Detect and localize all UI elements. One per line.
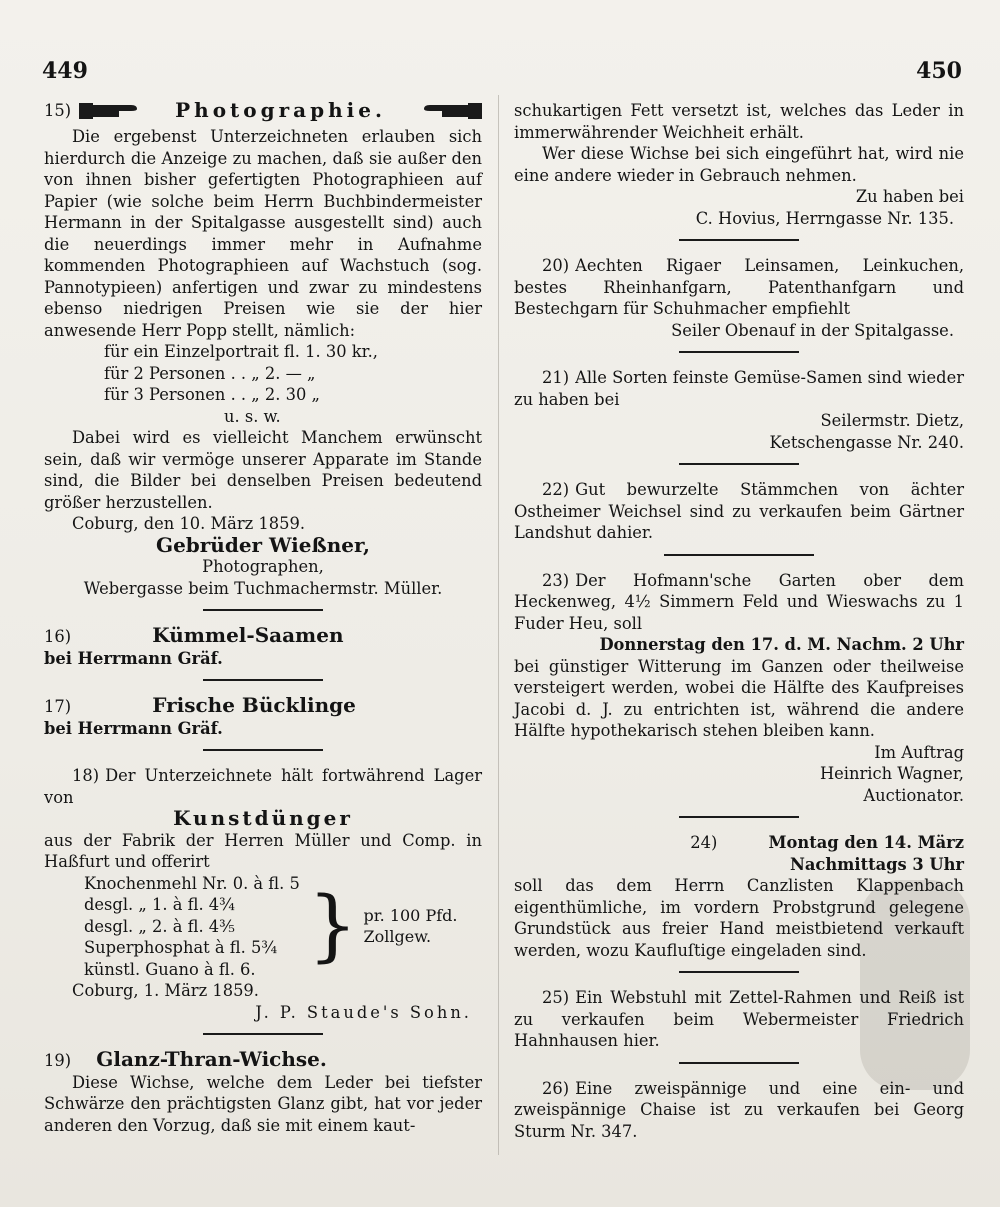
ad-number: 23) bbox=[542, 570, 570, 590]
ad-15-header bbox=[44, 100, 482, 122]
section-rule bbox=[679, 1062, 799, 1064]
ad-where: Zu haben bei bbox=[855, 187, 964, 206]
price-item: für ein Einzelportrait fl. 1. 30 kr., bbox=[104, 342, 378, 361]
ad-body: aus der Fabrik der Herren Müller und Comp. in Haßfurt und offerirt bbox=[44, 830, 482, 871]
ad-19-wichse bbox=[44, 1049, 482, 1136]
ad-number: 18) bbox=[72, 766, 100, 785]
ad-signature: Seilermstr. Dietz, bbox=[820, 411, 964, 430]
price-item: für 3 Personen . . „ 2. 30 „ bbox=[104, 385, 320, 404]
section-rule bbox=[664, 554, 814, 556]
firm-profession: Photographen, bbox=[202, 557, 324, 576]
ad-22 bbox=[514, 479, 964, 556]
section-rule bbox=[203, 609, 323, 611]
ad-24 bbox=[514, 832, 964, 973]
fertilizer-item: Superphosphat à fl. 5¾ bbox=[84, 938, 278, 957]
sale-time: Nachmittags 3 Uhr bbox=[789, 854, 964, 874]
ad-body: Der Hofmann'sche Garten ober dem Heckenweg, 4½ Simmern Feld und Wieswachs zu 1 Fuder Heu, soll bbox=[514, 570, 964, 633]
ad-body: Wer diese Wichse bei sich eingeführt hat, wird nie eine andere wieder in Gebrauch nehmen. bbox=[514, 144, 964, 185]
section-rule bbox=[203, 749, 323, 751]
ad-15-photographie bbox=[44, 100, 482, 611]
section-rule bbox=[203, 679, 323, 681]
fertilizer-item: desgl. „ 2. à fl. 4⅗ bbox=[84, 916, 235, 936]
ad-signature-name: Heinrich Wagner, bbox=[819, 764, 964, 783]
left-column bbox=[44, 100, 482, 1150]
ad-number: 16) bbox=[44, 627, 72, 646]
ad-date: Coburg, 1. März 1859. bbox=[72, 981, 259, 1000]
price-item: für 2 Personen . . „ 2. — „ bbox=[104, 363, 316, 383]
section-rule bbox=[203, 1033, 323, 1035]
ad-number: 20) bbox=[542, 256, 570, 275]
ad-number: 21) bbox=[542, 368, 570, 387]
ad-body: Dabei wird es vielleicht Manchem erwünscht sein, daß wir vermöge unserer Apparate im Stande sind, die Bilder bei denselben Preisen bedeutend größer herzustellen. bbox=[44, 428, 482, 512]
page-number-right: 450 bbox=[916, 58, 962, 84]
ad-number: 19) bbox=[44, 1051, 72, 1070]
ad-body: Alle Sorten feinste Gemüse-Samen sind wieder zu haben bei bbox=[514, 368, 964, 409]
unit-note: pr. 100 Pfd. Zollgew. bbox=[363, 906, 458, 947]
ad-signature: Im Auftrag bbox=[874, 742, 964, 762]
ad-body: Eine zweispännige und eine ein- und zweispännige Chaise ist zu verkaufen bei Georg Sturm Nr. 347. bbox=[514, 1078, 964, 1141]
ad-title: Kümmel-Saamen bbox=[152, 623, 344, 647]
ad-21 bbox=[514, 367, 964, 465]
ad-19-continued bbox=[514, 100, 964, 241]
ad-23 bbox=[514, 570, 964, 819]
price-list bbox=[104, 341, 482, 427]
ad-product: Kunstdünger bbox=[173, 806, 353, 830]
ad-date: Coburg, den 10. März 1859. bbox=[72, 514, 306, 533]
ad-20 bbox=[514, 255, 964, 353]
firm-address: Webergasse beim Tuchmachermstr. Müller. bbox=[83, 578, 443, 598]
fertilizer-item: desgl. „ 1. à fl. 4¾ bbox=[84, 895, 235, 914]
sale-date: Montag den 14. März bbox=[768, 833, 964, 852]
ad-body: soll das dem Herrn Canzlisten Klappenbach eigenthümliche, im vordern Probstgrund gelegene Grundstück aus freier Hand meistbietend verkauft werden, wozu Kaufluſtige eingeladen sind. bbox=[514, 876, 964, 960]
ad-body: Diese Wichse, welche dem Leder bei tiefster Schwärze den prächtigsten Glanz gibt, hat vor jeder anderen den Vorzug, daß sie mit einem kaut- bbox=[44, 1072, 482, 1135]
section-rule bbox=[679, 816, 799, 818]
price-item: u. s. w. bbox=[224, 406, 281, 426]
section-rule bbox=[679, 463, 799, 465]
ad-number: 15) bbox=[44, 101, 72, 121]
ad-16 bbox=[44, 625, 482, 681]
ad-title: Frische Bücklinge bbox=[152, 693, 356, 717]
ad-body: bei günstiger Witterung im Ganzen oder theilweise versteigert werden, wobei die Hälfte des Kaufpreises Jacobi d. J. zu entrichten ist, während die andere Hälfte hypothekarisch stehen bleiben kann. bbox=[514, 656, 964, 740]
ad-25 bbox=[514, 987, 964, 1064]
ad-body: Ein Webstuhl mit Zettel-Rahmen und Reiß ist zu verkaufen beim Webermeister Friedrich Hahnhausen hier. bbox=[514, 988, 964, 1050]
ad-body: Die ergebenst Unterzeichneten erlauben sich hierdurch die Anzeige zu machen, daß sie außer den von ihnen bisher gefertigten Photographieen auf Papier (wie solche beim Herrn Buchbindermeister Hermann in der Spitalgasse ausgestellt sind) auch die neuerdings immer mehr in Aufnahme kommenden Photographieen auf Wachstuch (sog. Pannotypieen) anfertigen und zwar zu mindestens ebenso niedrigen Preisen wie sie der hier anwesende Herr Popp stellt, nämlich: bbox=[44, 127, 482, 340]
column-divider bbox=[498, 95, 499, 1155]
ad-18-kunstduenger bbox=[44, 765, 482, 1035]
brace-symbol: } bbox=[307, 881, 358, 972]
ad-body: Gut bewurzelte Stämmchen von ächter Ostheimer Weichsel sind zu verkaufen beim Gärtner Landshut dahier. bbox=[514, 480, 964, 542]
ad-number: 17) bbox=[44, 697, 72, 716]
ad-26 bbox=[514, 1078, 964, 1143]
ad-title: Photographie. bbox=[175, 98, 386, 123]
section-rule bbox=[679, 971, 799, 973]
ad-number: 24) bbox=[690, 833, 718, 852]
fertilizer-item: Knochenmehl Nr. 0. à fl. 5 bbox=[84, 873, 300, 893]
ad-signature-address: Ketschengasse Nr. 240. bbox=[769, 432, 964, 452]
pointing-hand-left-icon bbox=[414, 100, 482, 122]
section-rule bbox=[679, 351, 799, 353]
page-number-left: 449 bbox=[42, 58, 88, 84]
ad-seller: bei Herrmann Gräf. bbox=[44, 648, 223, 668]
ad-body: Aechten Rigaer Leinsamen, Leinkuchen, bestes Rheinhanfgarn, Patenthanfgarn und Bestechgarn für Schuhmacher empfiehlt bbox=[514, 256, 964, 318]
section-rule bbox=[679, 239, 799, 241]
ad-body: schukartigen Fett versetzt ist, welches das Leder in immerwährender Weichheit erhält. bbox=[514, 101, 964, 142]
firm-name: Gebrüder Wießner, bbox=[155, 532, 370, 557]
ad-signature: Seiler Obenauf in der Spitalgasse. bbox=[671, 320, 954, 340]
ad-seller: bei Herrmann Gräf. bbox=[44, 718, 223, 738]
ad-signature-title: Auctionator. bbox=[863, 785, 964, 805]
fertilizer-item: künstl. Guano à fl. 6. bbox=[84, 959, 256, 979]
right-column bbox=[514, 100, 964, 1156]
pointing-hand-right-icon bbox=[79, 100, 147, 122]
ad-17 bbox=[44, 695, 482, 751]
ad-title: Glanz-Thran-Wichse. bbox=[96, 1047, 327, 1071]
fertilizer-list bbox=[84, 873, 482, 981]
ad-seller: C. Hovius, Herrngasse Nr. 135. bbox=[695, 208, 954, 228]
ad-signature: J. P. Staude's Sohn. bbox=[255, 1002, 472, 1022]
ad-number: 25) bbox=[542, 988, 570, 1007]
ad-number: 26) bbox=[542, 1078, 570, 1098]
ad-number: 22) bbox=[542, 480, 570, 499]
auction-date: Donnerstag den 17. d. M. Nachm. 2 Uhr bbox=[599, 635, 964, 654]
ad-body: Der Unterzeichnete hält fortwährend Lager von bbox=[44, 766, 482, 807]
